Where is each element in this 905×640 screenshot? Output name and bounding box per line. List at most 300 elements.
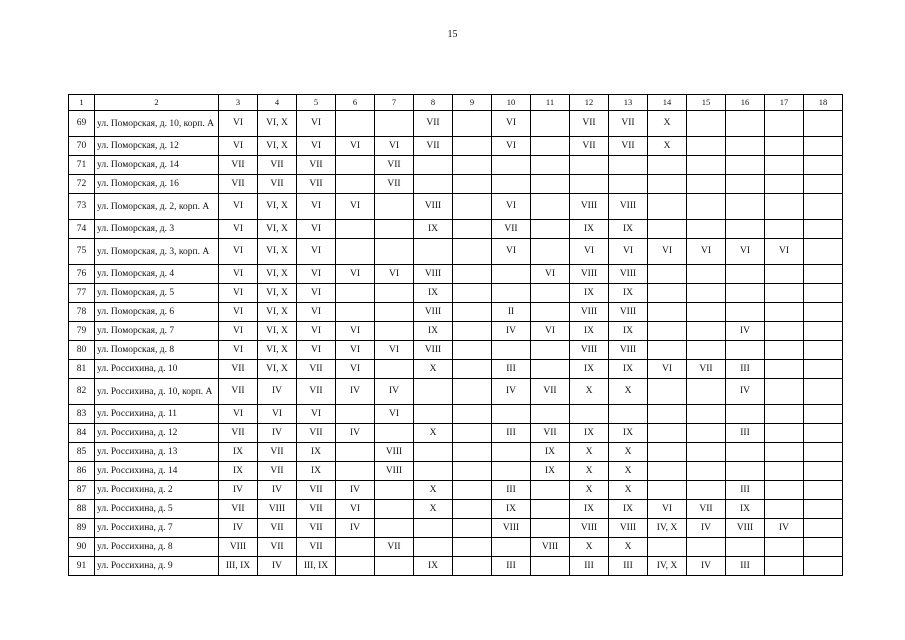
table-cell (765, 265, 804, 284)
column-header: 10 (492, 95, 531, 111)
table-cell: IX (570, 500, 609, 519)
table-cell (726, 220, 765, 239)
table-cell: VII (414, 111, 453, 137)
table-cell: IV (375, 379, 414, 405)
table-cell (375, 481, 414, 500)
table-cell (453, 557, 492, 576)
table-cell (726, 137, 765, 156)
table-cell (453, 284, 492, 303)
address-cell: ул. Поморская, д. 3, корп. А (95, 239, 219, 265)
table-cell: VII (258, 519, 297, 538)
row-number: 69 (69, 111, 95, 137)
table-cell (414, 379, 453, 405)
table-cell: VI, X (258, 284, 297, 303)
table-cell: IV (219, 481, 258, 500)
table-cell: VII (219, 156, 258, 175)
table-cell: VI (531, 265, 570, 284)
table-row (69, 265, 843, 284)
table-cell (375, 424, 414, 443)
table-cell: IX (531, 443, 570, 462)
table-cell (570, 405, 609, 424)
row-number: 83 (69, 405, 95, 424)
table-cell (453, 500, 492, 519)
table-cell (375, 220, 414, 239)
row-number: 79 (69, 322, 95, 341)
table-cell: VIII (414, 194, 453, 220)
table-cell: VI, X (258, 194, 297, 220)
table-cell (375, 194, 414, 220)
address-cell: ул. Поморская, д. 10, корп. А (95, 111, 219, 137)
table-cell (531, 500, 570, 519)
row-number: 87 (69, 481, 95, 500)
table-cell (453, 519, 492, 538)
table-row (69, 137, 843, 156)
table-cell (375, 111, 414, 137)
table-cell: VII (297, 360, 336, 379)
table-cell: X (570, 379, 609, 405)
table-cell (648, 194, 687, 220)
row-number: 90 (69, 538, 95, 557)
table-cell (687, 462, 726, 481)
table-cell (531, 220, 570, 239)
table-cell: IV (492, 379, 531, 405)
table-cell: VI (492, 137, 531, 156)
table-cell: IX (414, 322, 453, 341)
table-cell (687, 443, 726, 462)
table-cell (453, 322, 492, 341)
table-cell (687, 322, 726, 341)
table-cell (492, 265, 531, 284)
table-cell: VIII (375, 443, 414, 462)
row-number: 80 (69, 341, 95, 360)
table-cell: VI (648, 239, 687, 265)
column-header: 9 (453, 95, 492, 111)
table-cell (804, 424, 843, 443)
table-cell (804, 462, 843, 481)
table-cell: VI (219, 220, 258, 239)
table-cell: IX (297, 462, 336, 481)
table-cell: VIII (609, 341, 648, 360)
table-cell: VI (297, 341, 336, 360)
table-cell (414, 538, 453, 557)
row-number: 86 (69, 462, 95, 481)
table-cell (336, 538, 375, 557)
row-number: 73 (69, 194, 95, 220)
table-cell (453, 405, 492, 424)
table-cell (336, 239, 375, 265)
table-cell (492, 284, 531, 303)
table-cell (336, 175, 375, 194)
table-cell (765, 194, 804, 220)
table-cell: VIII (609, 194, 648, 220)
table-cell (726, 303, 765, 322)
table-cell: VI (726, 239, 765, 265)
table-cell: VIII (258, 500, 297, 519)
table-cell: VI (765, 239, 804, 265)
table-cell (804, 443, 843, 462)
page-number: 15 (447, 29, 458, 40)
table-cell: IX (531, 462, 570, 481)
table-cell (726, 538, 765, 557)
address-cell: ул. Россихина, д. 11 (95, 405, 219, 424)
table-cell (648, 538, 687, 557)
table-cell: III (492, 557, 531, 576)
table-cell: VII (687, 360, 726, 379)
table-cell: VI (648, 360, 687, 379)
table-cell: VI (336, 341, 375, 360)
column-header: 6 (336, 95, 375, 111)
column-header: 5 (297, 95, 336, 111)
table-cell: VII (570, 137, 609, 156)
table-cell (453, 137, 492, 156)
table-cell: VI (219, 265, 258, 284)
table-cell: VI (609, 239, 648, 265)
table-cell: VI (336, 360, 375, 379)
row-number: 81 (69, 360, 95, 379)
table-cell: IV (336, 424, 375, 443)
table-cell: VII (297, 379, 336, 405)
table-cell: VII (297, 500, 336, 519)
table-cell: III (492, 360, 531, 379)
table-cell (765, 443, 804, 462)
table-cell: VIII (570, 341, 609, 360)
table-cell (375, 303, 414, 322)
address-cell: ул. Россихина, д. 5 (95, 500, 219, 519)
table-cell: VI, X (258, 303, 297, 322)
table-cell: VI (219, 405, 258, 424)
table-cell (726, 405, 765, 424)
table-cell: IX (414, 284, 453, 303)
table-cell: III (726, 557, 765, 576)
table-cell (648, 424, 687, 443)
table-cell (765, 322, 804, 341)
table-cell (765, 137, 804, 156)
table-cell (687, 481, 726, 500)
address-cell: ул. Поморская, д. 16 (95, 175, 219, 194)
table-cell: VI, X (258, 111, 297, 137)
table-cell: VI (336, 322, 375, 341)
table-cell (804, 481, 843, 500)
table-row (69, 557, 843, 576)
table-row (69, 175, 843, 194)
table-cell: VI (297, 137, 336, 156)
table-cell (453, 194, 492, 220)
table-cell: III (726, 481, 765, 500)
table-cell (453, 239, 492, 265)
table-cell: IX (609, 322, 648, 341)
table-cell (492, 443, 531, 462)
table-cell: IV (492, 322, 531, 341)
table-cell (687, 341, 726, 360)
row-number: 88 (69, 500, 95, 519)
table-cell (726, 284, 765, 303)
table-cell (414, 239, 453, 265)
table-cell: VI (219, 284, 258, 303)
table-cell (804, 303, 843, 322)
table-cell (804, 538, 843, 557)
table-cell: IX (297, 443, 336, 462)
table-cell: VI (297, 303, 336, 322)
table-cell (531, 341, 570, 360)
table-cell: VI, X (258, 137, 297, 156)
table-cell (765, 379, 804, 405)
table-cell (765, 303, 804, 322)
table-cell: VII (258, 462, 297, 481)
table-cell (687, 538, 726, 557)
table-cell (726, 156, 765, 175)
table-cell (531, 481, 570, 500)
table-cell (804, 111, 843, 137)
table-cell: IX (609, 424, 648, 443)
table-cell (726, 265, 765, 284)
table-cell (453, 538, 492, 557)
table-cell (453, 360, 492, 379)
table-row (69, 443, 843, 462)
table-row (69, 341, 843, 360)
table-cell (453, 424, 492, 443)
table-cell: IX (570, 322, 609, 341)
table-cell (804, 156, 843, 175)
table-cell (765, 500, 804, 519)
table-cell: X (414, 360, 453, 379)
row-number: 84 (69, 424, 95, 443)
table-cell: X (570, 538, 609, 557)
table-cell: VI (258, 405, 297, 424)
table-cell (453, 303, 492, 322)
table-cell: VII (297, 175, 336, 194)
table-cell (687, 137, 726, 156)
table-cell: IV (336, 379, 375, 405)
table-cell (336, 220, 375, 239)
table-cell: VII (219, 500, 258, 519)
address-cell: ул. Поморская, д. 8 (95, 341, 219, 360)
table-cell: IV, X (648, 519, 687, 538)
table-cell: IX (609, 360, 648, 379)
table-cell (453, 111, 492, 137)
table-cell: VII (531, 379, 570, 405)
table-cell: VI (297, 194, 336, 220)
table-row (69, 405, 843, 424)
table-cell: VIII (570, 519, 609, 538)
table-cell (492, 341, 531, 360)
table-cell (414, 175, 453, 194)
table-cell: VI (687, 239, 726, 265)
table-cell: VIII (609, 519, 648, 538)
table-cell: IV (336, 519, 375, 538)
table-cell (765, 220, 804, 239)
table-cell (765, 341, 804, 360)
column-header: 12 (570, 95, 609, 111)
table-cell (609, 156, 648, 175)
table-cell (804, 175, 843, 194)
address-cell: ул. Поморская, д. 12 (95, 137, 219, 156)
data-table (68, 94, 843, 576)
table-cell: IV (726, 379, 765, 405)
table-cell (648, 284, 687, 303)
table-cell: VIII (492, 519, 531, 538)
address-cell: ул. Россихина, д. 10 (95, 360, 219, 379)
table-row (69, 538, 843, 557)
table-cell (804, 379, 843, 405)
table-cell: X (570, 462, 609, 481)
address-cell: ул. Поморская, д. 4 (95, 265, 219, 284)
table-cell: VII (375, 156, 414, 175)
table-cell (765, 557, 804, 576)
table-cell (804, 322, 843, 341)
table-cell: VI (297, 220, 336, 239)
table-cell: VII (297, 519, 336, 538)
row-number: 77 (69, 284, 95, 303)
table-cell: VI (297, 265, 336, 284)
table-cell: III, IX (297, 557, 336, 576)
table-row (69, 239, 843, 265)
table-cell (648, 303, 687, 322)
table-cell: III (609, 557, 648, 576)
table-row (69, 379, 843, 405)
table-cell: VI (297, 284, 336, 303)
table-cell (765, 156, 804, 175)
table-cell (531, 137, 570, 156)
table-cell: IX (414, 557, 453, 576)
column-header: 13 (609, 95, 648, 111)
table-cell (648, 462, 687, 481)
table-cell: VI (531, 322, 570, 341)
table-cell: VII (570, 111, 609, 137)
table-cell (375, 284, 414, 303)
column-header: 7 (375, 95, 414, 111)
table-cell: IV (258, 379, 297, 405)
table-cell (804, 194, 843, 220)
table-row (69, 303, 843, 322)
table-cell: IX (609, 220, 648, 239)
table-row (69, 519, 843, 538)
table-cell: IX (570, 424, 609, 443)
table-cell (765, 284, 804, 303)
table-cell (726, 175, 765, 194)
table-cell: VIII (219, 538, 258, 557)
address-cell: ул. Россихина, д. 12 (95, 424, 219, 443)
address-cell: ул. Поморская, д. 6 (95, 303, 219, 322)
table-cell: VIII (375, 462, 414, 481)
table-row (69, 462, 843, 481)
table-cell (687, 194, 726, 220)
table-cell: X (609, 538, 648, 557)
table-cell: III (726, 360, 765, 379)
table-row (69, 111, 843, 137)
table-cell (570, 156, 609, 175)
table-cell (531, 303, 570, 322)
table-cell: III (570, 557, 609, 576)
table-cell: IX (609, 500, 648, 519)
table-cell: VI (297, 111, 336, 137)
table-cell (375, 557, 414, 576)
table-cell: VI (336, 500, 375, 519)
address-cell: ул. Россихина, д. 10, корп. А (95, 379, 219, 405)
table-cell: IX (726, 500, 765, 519)
row-number: 74 (69, 220, 95, 239)
table-cell (453, 265, 492, 284)
table-cell: VII (258, 175, 297, 194)
table-row (69, 360, 843, 379)
table-cell: VI (219, 111, 258, 137)
address-cell: ул. Россихина, д. 7 (95, 519, 219, 538)
table-cell: VII (219, 379, 258, 405)
table-row (69, 220, 843, 239)
row-number: 75 (69, 239, 95, 265)
table-cell (687, 265, 726, 284)
table-cell (336, 557, 375, 576)
table-cell: X (609, 379, 648, 405)
table-cell: X (609, 462, 648, 481)
table-cell: X (609, 481, 648, 500)
table-cell (414, 156, 453, 175)
table-cell (336, 443, 375, 462)
table-cell: VI (219, 194, 258, 220)
table-cell (609, 175, 648, 194)
table-cell: VIII (609, 303, 648, 322)
table-cell (687, 424, 726, 443)
table-cell (609, 405, 648, 424)
table-cell: VII (258, 538, 297, 557)
table-cell: VI, X (258, 322, 297, 341)
address-cell: ул. Поморская, д. 5 (95, 284, 219, 303)
table-cell (765, 175, 804, 194)
table-cell: VII (492, 220, 531, 239)
table-cell (804, 265, 843, 284)
table-cell: IV (687, 519, 726, 538)
table-cell (765, 481, 804, 500)
table-cell: VII (414, 137, 453, 156)
table-cell: VI (297, 322, 336, 341)
table-cell (531, 194, 570, 220)
table-cell (336, 405, 375, 424)
table-cell: VIII (570, 265, 609, 284)
table-cell: X (414, 500, 453, 519)
table-cell: VI, X (258, 360, 297, 379)
table-cell (453, 379, 492, 405)
column-header: 16 (726, 95, 765, 111)
table-cell (648, 481, 687, 500)
table-cell (531, 239, 570, 265)
table-cell (687, 379, 726, 405)
table-cell: VII (297, 156, 336, 175)
table-cell: X (414, 424, 453, 443)
address-cell: ул. Россихина, д. 13 (95, 443, 219, 462)
table-cell (336, 284, 375, 303)
table-cell (531, 111, 570, 137)
table-cell: VII (258, 443, 297, 462)
table-cell: II (492, 303, 531, 322)
table-cell (492, 538, 531, 557)
table-cell (414, 462, 453, 481)
table-cell (687, 156, 726, 175)
table-cell (648, 265, 687, 284)
table-cell: VIII (609, 265, 648, 284)
column-header: 4 (258, 95, 297, 111)
address-cell: ул. Россихина, д. 2 (95, 481, 219, 500)
table-cell: X (570, 481, 609, 500)
table-cell (804, 137, 843, 156)
table-cell: IV (765, 519, 804, 538)
table-cell (687, 303, 726, 322)
table-cell: VI (336, 194, 375, 220)
table-cell: VI (648, 500, 687, 519)
table-cell: IV (726, 322, 765, 341)
table-cell (765, 538, 804, 557)
table-cell (804, 284, 843, 303)
row-number: 76 (69, 265, 95, 284)
table-cell: VI (375, 137, 414, 156)
